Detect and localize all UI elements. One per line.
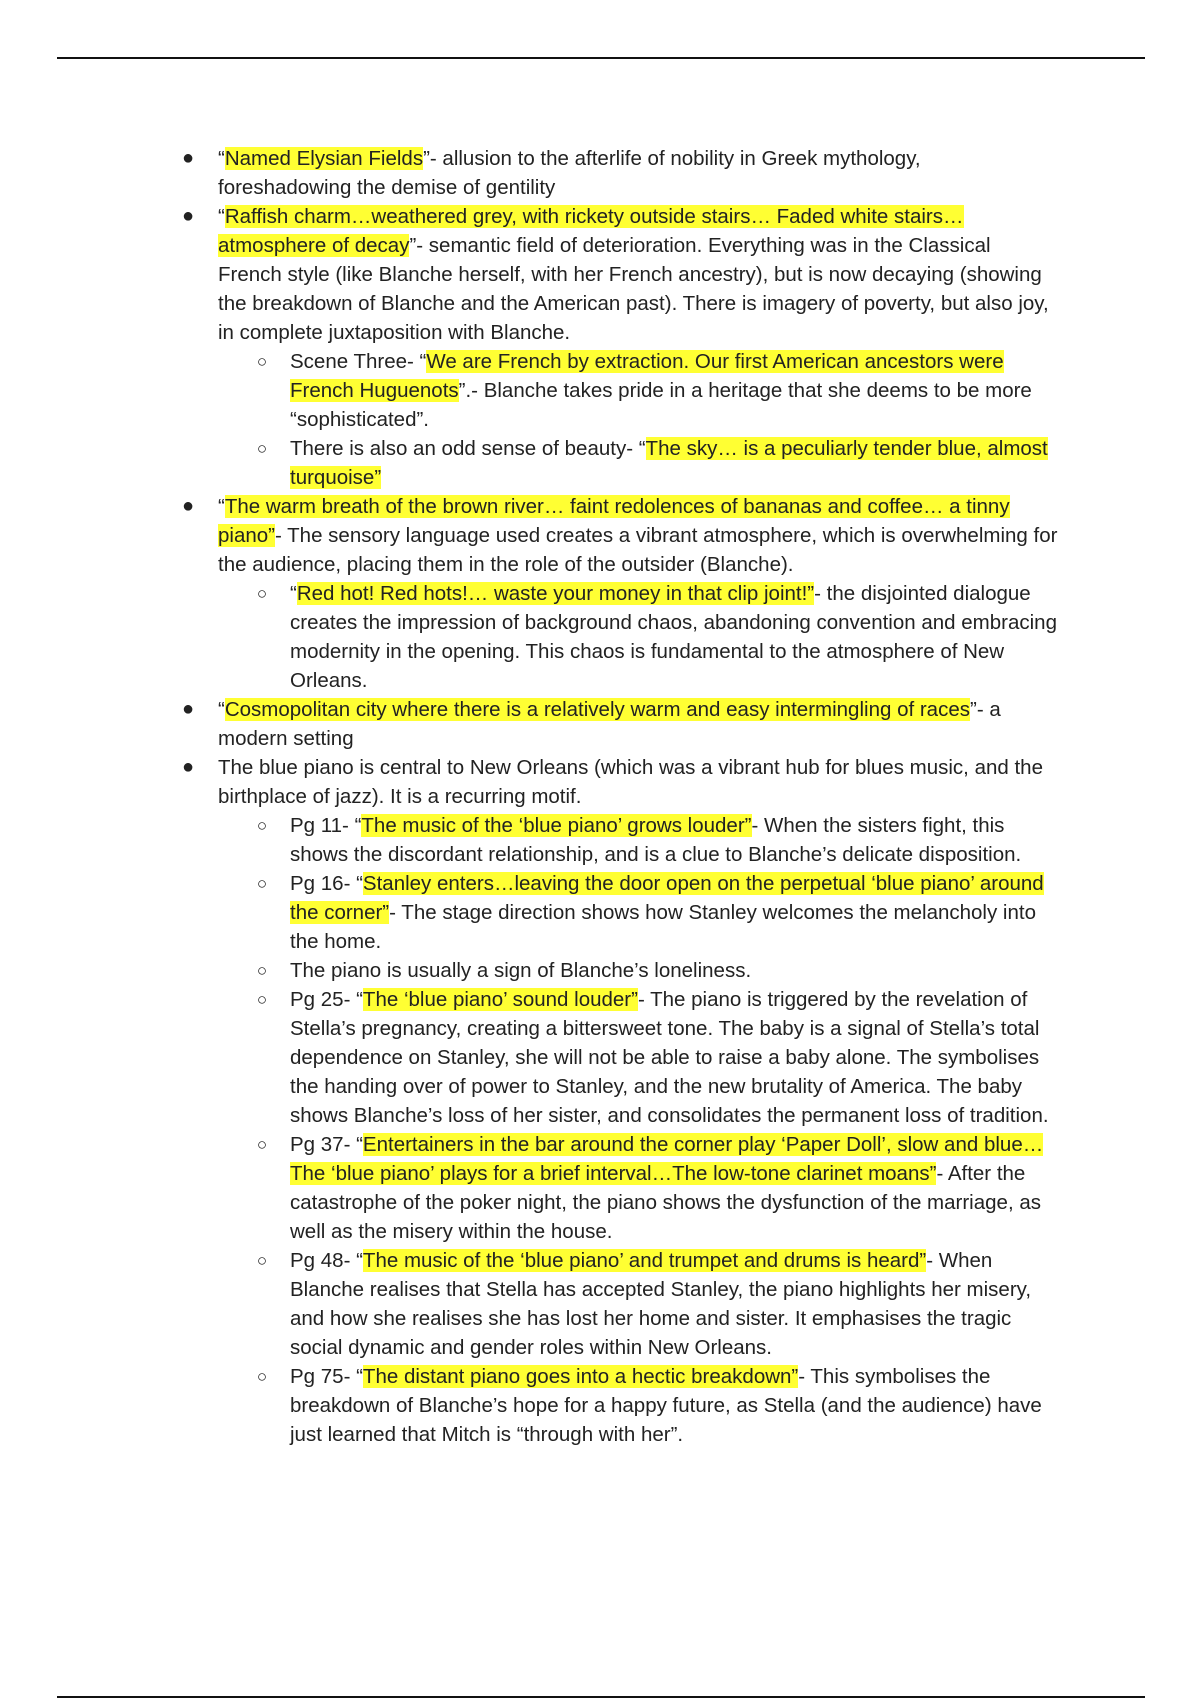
quote-highlight: Named Elysian Fields [224, 147, 424, 170]
list-item [256, 434, 1060, 492]
list-item [256, 347, 1060, 434]
quote-highlight: The warm breath of the brown river… faint redolences of bananas and coffee… a tinny piano” [218, 495, 1010, 547]
item-prefix: Pg 11- “ [290, 814, 362, 837]
quote-highlight: We are French by extraction. Our first American ancestors were French Huguenots [290, 350, 1004, 402]
list-item [256, 985, 1060, 1130]
bottom-rule [57, 1696, 1145, 1698]
quote-highlight: Cosmopolitan city where there is a relatively warm and easy intermingling of races [224, 698, 970, 721]
item-prefix: Pg 25- “ [290, 988, 363, 1011]
item-prefix: “ [290, 582, 297, 605]
hollow-bullet-icon: ○ [256, 584, 268, 603]
hollow-bullet-icon: ○ [256, 439, 268, 458]
hollow-bullet-icon: ○ [256, 990, 268, 1009]
bullet-icon: ● [182, 756, 195, 778]
hollow-bullet-icon: ○ [256, 874, 268, 893]
item-suffix: ”- a modern setting [218, 698, 1001, 750]
notes-list [0, 144, 1200, 1449]
item-prefix: The blue piano is central to New Orleans (which was a vibrant hub for blues music, and the birthplace of jazz). It is a recurring motif. [218, 756, 1043, 808]
item-suffix: - When Blanche realises that Stella has accepted Stanley, the piano highlights her misery, and how she realises she has lost her home and sister. It emphasises the tragic social dynamic and gender roles within New Orleans. [290, 1249, 1032, 1359]
hollow-bullet-icon: ○ [256, 1367, 268, 1386]
item-prefix: Pg 75- “ [290, 1365, 363, 1388]
item-prefix: There is also an odd sense of beauty- “ [290, 437, 646, 460]
item-prefix: “ [218, 205, 225, 228]
hollow-bullet-icon: ○ [256, 352, 268, 371]
item-suffix: ”- allusion to the afterlife of nobility in Greek mythology, foreshadowing the demise of gentility [218, 147, 921, 199]
item-suffix: - the disjointed dialogue creates the impression of background chaos, abandoning convention and embracing modernity in the opening. This chaos is fundamental to the atmosphere of New Orleans. [290, 582, 1057, 692]
item-prefix: “ [218, 495, 225, 518]
bullet-icon: ● [182, 147, 195, 169]
document-body [0, 144, 1200, 1449]
list-item [182, 144, 1058, 202]
list-item [256, 811, 1060, 869]
list-item [256, 579, 1060, 695]
item-suffix: - The stage direction shows how Stanley welcomes the melancholy into the home. [290, 901, 1036, 953]
item-prefix: Pg 37- “ [290, 1133, 363, 1156]
item-suffix: - This symbolises the breakdown of Blanche’s hope for a happy future, as Stella (and the audience) have just learned that Mitch is “through with her”. [290, 1365, 1042, 1446]
item-prefix: “ [218, 147, 225, 170]
item-suffix: - When the sisters fight, this shows the discordant relationship, and is a clue to Blanche’s delicate disposition. [290, 814, 1022, 866]
list-item [256, 869, 1060, 956]
bullet-icon: ● [182, 698, 195, 720]
hollow-bullet-icon: ○ [256, 1135, 268, 1154]
quote-highlight: Raffish charm…weathered grey, with rickety outside stairs… Faded white stairs… atmosphere of decay [218, 205, 964, 257]
top-rule [57, 57, 1145, 59]
item-suffix: - The sensory language used creates a vibrant atmosphere, which is overwhelming for the audience, placing them in the role of the outsider (Blanche). [218, 524, 1058, 576]
quote-highlight: Entertainers in the bar around the corner play ‘Paper Doll’, slow and blue… The ‘blue piano’ plays for a brief interval…The low-tone clarinet moans” [290, 1133, 1044, 1185]
quote-highlight: The distant piano goes into a hectic breakdown” [362, 1365, 799, 1388]
list-item [182, 695, 1058, 753]
item-prefix: “ [218, 698, 225, 721]
list-item [256, 956, 1060, 985]
quote-highlight: The music of the ‘blue piano’ and trumpet and drums is heard” [362, 1249, 927, 1272]
quote-highlight: Red hot! Red hots!… waste your money in that clip joint!” [296, 582, 815, 605]
list-item [256, 1130, 1060, 1246]
hollow-bullet-icon: ○ [256, 1251, 268, 1270]
quote-highlight: Stanley enters…leaving the door open on the perpetual ‘blue piano’ around the corner” [290, 872, 1044, 924]
item-suffix: ”- semantic field of deterioration. Everything was in the Classical French style (like Blanche herself, with her French ancestry), but is now decaying (showing the breakdown of Blanche and the American past). There is imagery of poverty, but also joy, in complete juxtaposition with Blanche. [218, 234, 1049, 344]
list-item [182, 202, 1058, 347]
list-item [256, 1362, 1060, 1449]
hollow-bullet-icon: ○ [256, 816, 268, 835]
bullet-icon: ● [182, 205, 195, 227]
list-item [182, 492, 1058, 579]
item-prefix: Pg 16- “ [290, 872, 363, 895]
hollow-bullet-icon: ○ [256, 961, 268, 980]
quote-highlight: The sky… is a peculiarly tender blue, almost turquoise” [290, 437, 1048, 489]
quote-highlight: The ‘blue piano’ sound louder” [362, 988, 638, 1011]
item-suffix: - After the catastrophe of the poker night, the piano shows the dysfunction of the marriage, as well as the misery within the house. [290, 1162, 1041, 1243]
item-suffix: - The piano is triggered by the revelation of Stella’s pregnancy, creating a bittersweet tone. The baby is a signal of Stella’s total dependence on Stanley, she will not be able to raise a baby alone. The symbolises the handing over of power to Stanley, and the new brutality of America. The baby shows Blanche’s loss of her sister, and consolidates the permanent loss of tradition. [290, 988, 1049, 1127]
quote-highlight: The music of the ‘blue piano’ grows louder” [361, 814, 752, 837]
item-prefix: The piano is usually a sign of Blanche’s loneliness. [290, 959, 752, 982]
bullet-icon: ● [182, 495, 195, 517]
list-item [182, 753, 1058, 811]
item-prefix: Pg 48- “ [290, 1249, 363, 1272]
item-prefix: Scene Three- “ [290, 350, 427, 373]
list-item [256, 1246, 1060, 1362]
item-suffix: ”.- Blanche takes pride in a heritage that she deems to be more “sophisticated”. [290, 379, 1032, 431]
